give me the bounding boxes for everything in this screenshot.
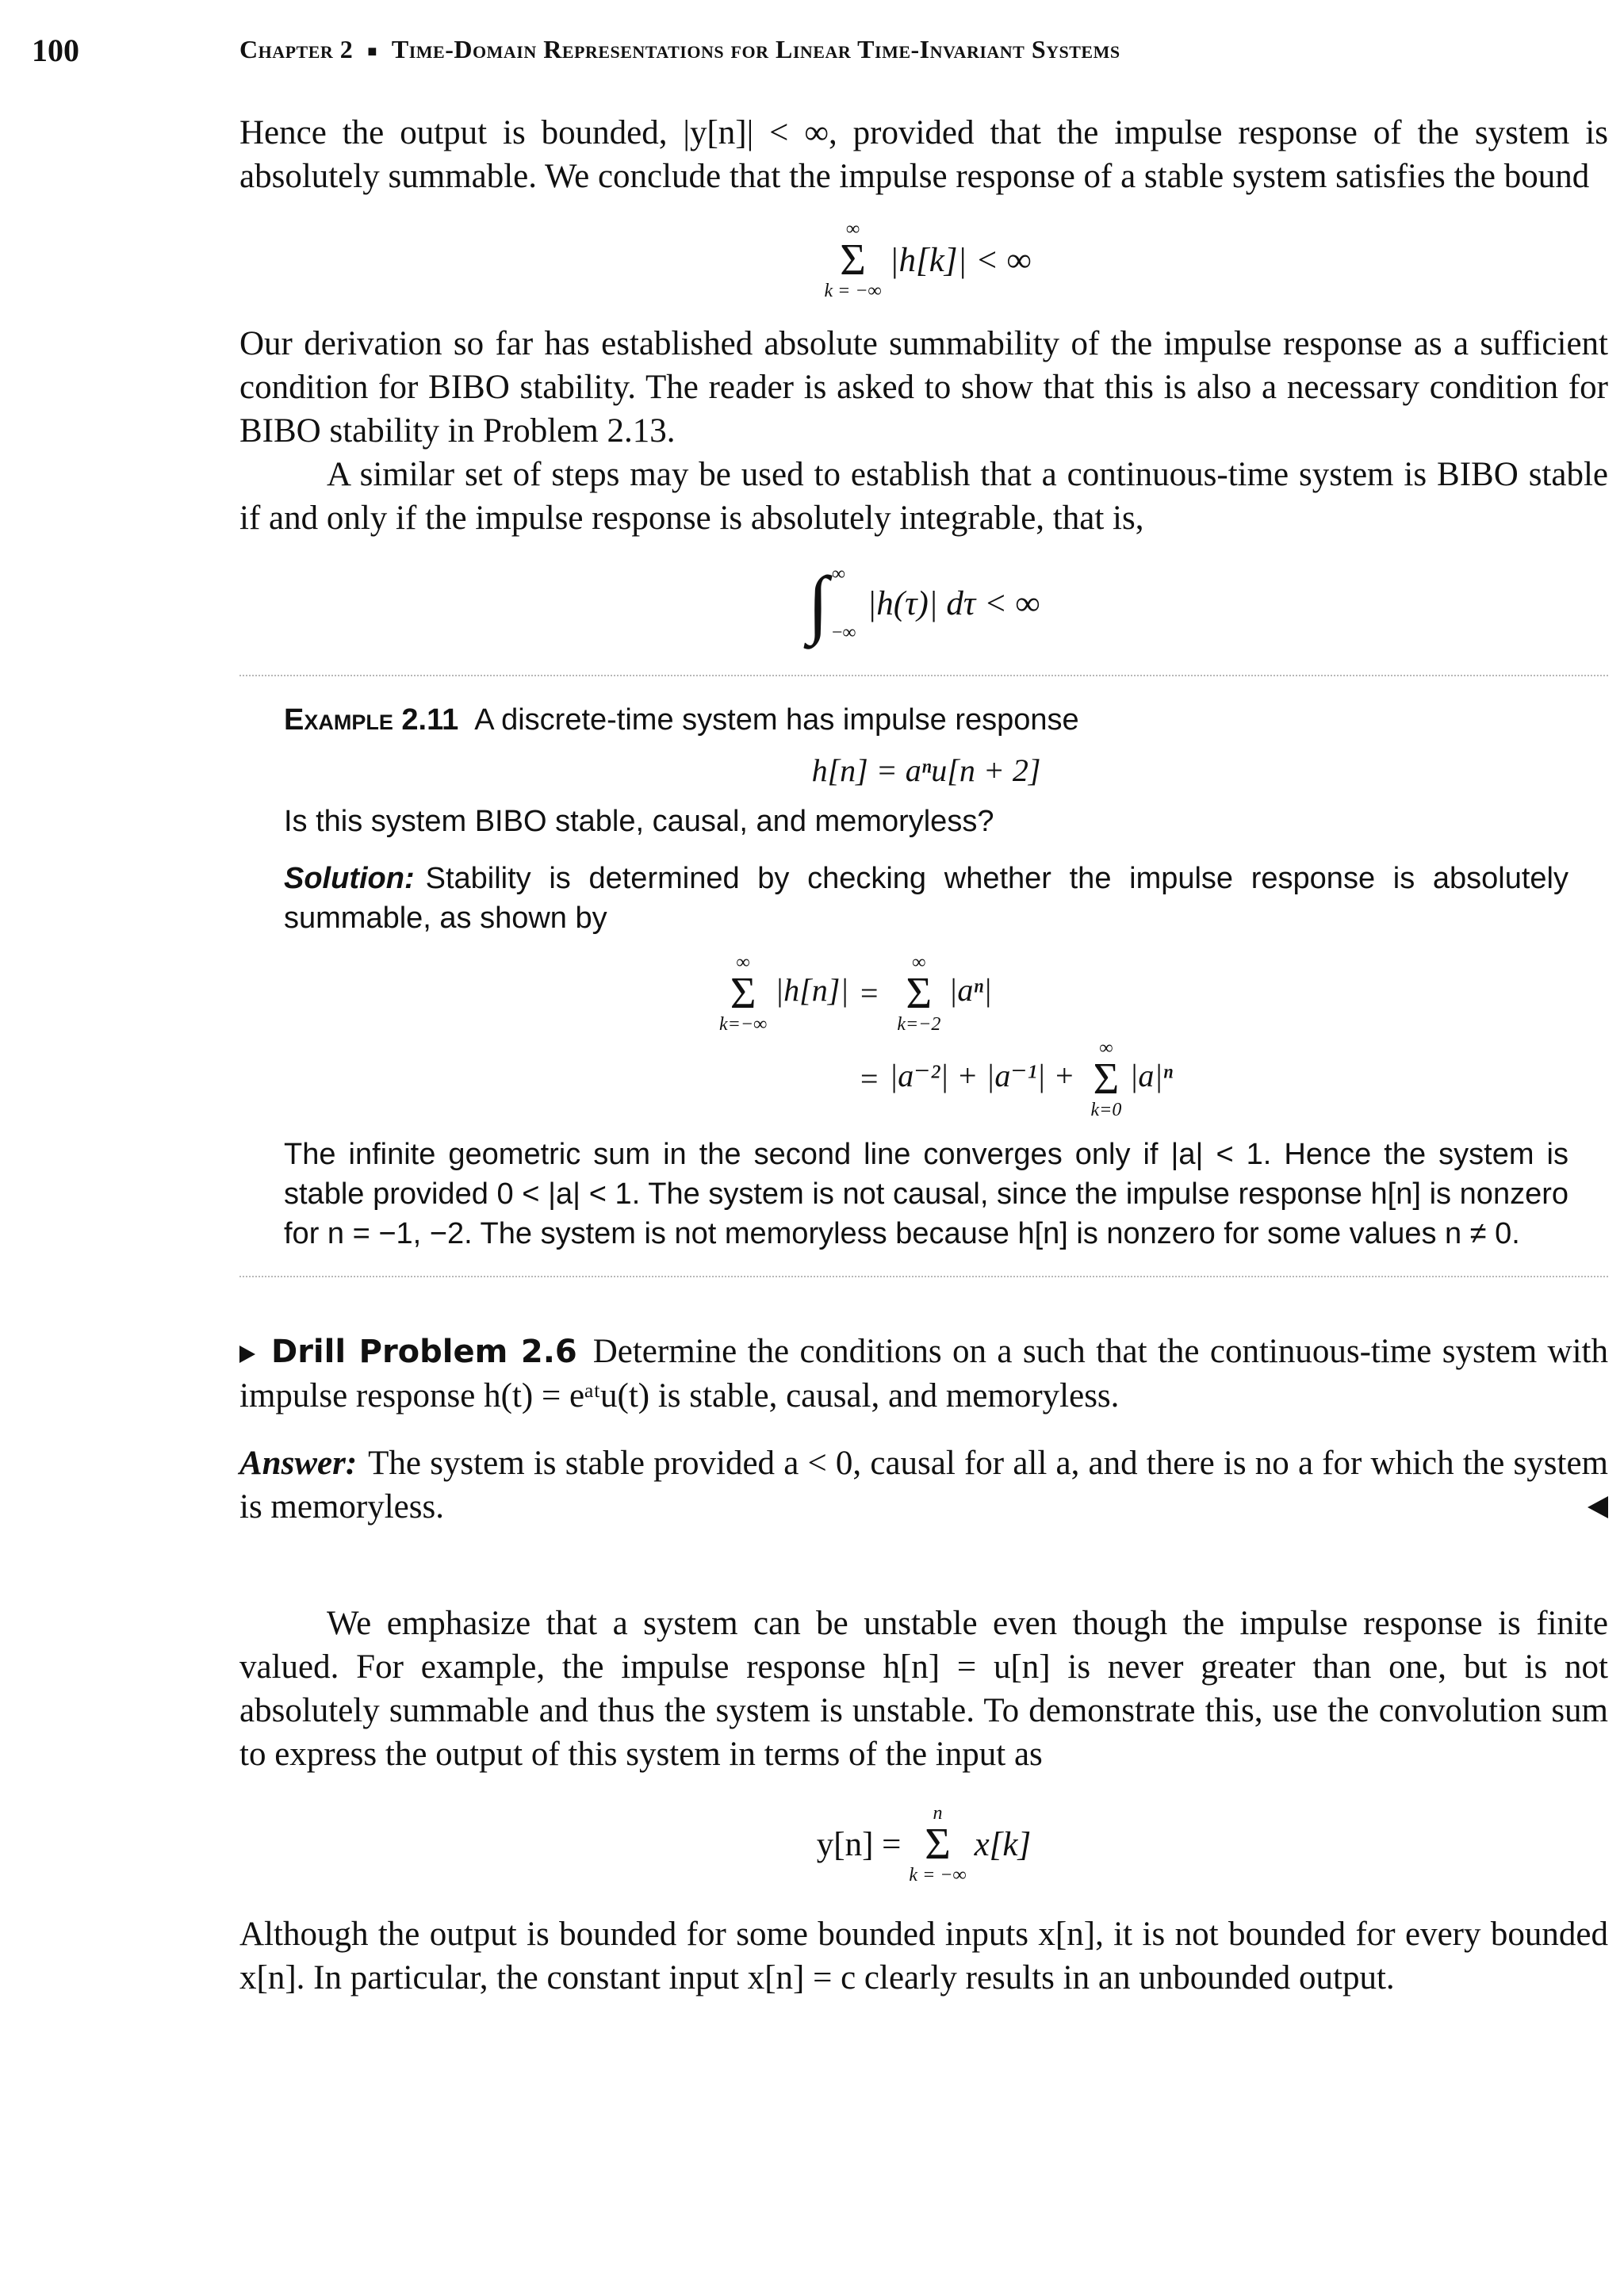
sum-lower-limit: k=−∞ [719,1014,768,1035]
sum-lower-limit: k = −∞ [909,1865,967,1885]
sum-upper-limit: n [933,1803,943,1824]
page-number: 100 [32,33,79,68]
drill-text: Determine the conditions on a such that the continuous-time system with impulse response h(t) = eᵃᵗu(t) is stable, causal, and memoryless. [239,1333,1608,1415]
solution-label: Solution: [284,862,415,895]
drill-answer [239,1441,1608,1529]
example-top-rule [239,675,1608,676]
example-box [239,675,1608,1277]
sum-second-line-prefix: |a⁻²| + |a⁻¹| + [889,1058,1075,1094]
example-statement [284,700,1568,740]
sum-lower-limit: k = −∞ [824,281,882,301]
sigma-operator [1091,1038,1122,1120]
drill-statement [239,1330,1608,1418]
answer-label: Answer: [239,1445,358,1482]
sum-lower-limit: k=−2 [897,1014,941,1035]
running-head [239,35,1120,64]
page-body [239,111,1608,2000]
example-statement-text: A discrete-time system has impulse response [474,703,1079,737]
solution-text: Stability is determined by checking whether the impulse response is absolutely summable, as shown by [284,862,1568,935]
sigma-operator [824,219,881,301]
sum-upper-limit: ∞ [736,952,750,973]
equals-sign: = [858,975,880,1011]
paragraph-bounded-output: Hence the output is bounded, |y[n]| < ∞, provided that the impulse response of the system is absolutely summable. We conclude that the impulse response of a stable system satisfies the bound [239,114,1608,195]
sum-right-expr: |aⁿ| [948,972,992,1009]
chapter-title: Time-Domain Representations for Linear Time-Invariant Systems [391,35,1120,63]
equation-convolution-sum [239,1803,1608,1885]
paragraph-unstable-example: We emphasize that a system can be unstable even though the impulse response is finite valued. For example, the impulse response h[n] = u[n] is never greater than one, but is not absolutely summable and thus the system is unstable. To demonstrate this, use the convolution sum to express the output of this system in terms of the input as [239,1605,1608,1773]
sum-second-line [889,1038,1173,1120]
sum-left-expr: |h[n]| [775,972,849,1009]
example-bottom-rule [239,1276,1608,1277]
equation-expression: x[k] [974,1825,1032,1863]
drill-problem [239,1330,1608,1529]
integral-operator [807,561,856,645]
answer-text: The system is stable provided a < 0, causal for all a, and there is no a for which the system is memoryless. [239,1445,1608,1526]
sum-upper-limit: ∞ [912,952,926,973]
sigma-symbol: Σ [840,235,866,285]
play-arrow-icon [239,1346,255,1363]
paragraph-bounded-inputs: Although the output is bounded for some bounded inputs x[n], it is not bounded for every bounded x[n]. In particular, the constant input x[n] = c clearly results in an unbounded output. [239,1916,1608,1996]
sum-upper-limit: ∞ [1099,1038,1113,1059]
spacer [284,841,1568,859]
integral-lower-limit: −∞ [831,622,856,643]
equation-lhs: y[n] = [816,1825,902,1863]
integral-symbol: ∫ [807,561,829,645]
sum-lower-limit: k=0 [1090,1100,1122,1120]
sigma-operator [897,952,940,1035]
example-impulse-response: h[n] = aⁿu[n + 2] [811,752,1041,788]
integral-upper-limit: ∞ [831,564,845,584]
sum-second-line-expr: |a|ⁿ [1129,1058,1173,1094]
example-label: Example 2.11 [284,703,459,737]
equation-integrability [239,561,1608,645]
equation-summability [239,219,1608,301]
chapter-label: Chapter 2 [239,35,354,63]
example-solution [284,859,1568,938]
sigma-symbol: Σ [925,1820,951,1869]
sum-upper-limit: ∞ [846,219,860,239]
equation-expression: |h(τ)| dτ < ∞ [867,584,1040,622]
sigma-symbol: Σ [1093,1055,1120,1104]
integral-limits [832,564,856,643]
sum-left-term [711,952,848,1035]
example-conclusion: The infinite geometric sum in the second line converges only if |a| < 1. Hence the system is stable provided 0 < |a| < 1. The system is not causal, since the impulse response h[n] is nonzero for n = −1, −2. The system is not memoryless because h[n] is nonzero for some values n ≠ 0. [284,1138,1568,1250]
sigma-operator [719,952,767,1035]
sum-right-term [889,952,1173,1035]
paragraph-derivation: Our derivation so far has established absolute summability of the impulse response as a sufficient condition for BIBO stability. The reader is asked to show that this is also a necessary condition for BIBO stability in Problem 2.13. [239,325,1608,450]
paragraph-continuous-time: A similar set of steps may be used to establish that a continuous-time system is BIBO stable if and only if the impulse response is absolutely integrable, that is, [239,456,1608,537]
sigma-operator [909,1803,966,1885]
end-triangle-icon [1588,1496,1608,1518]
drill-label: Drill Problem 2.6 [271,1334,577,1370]
example-question: Is this system BIBO stable, causal, and memoryless? [284,805,994,838]
equals-sign: = [858,1061,880,1097]
sigma-symbol: Σ [730,969,756,1018]
separator-icon: ■ [367,43,377,61]
sigma-symbol: Σ [906,969,933,1018]
example-sum-equation [316,952,1568,1120]
page-header [32,32,1586,79]
equation-expression: |h[k]| < ∞ [889,241,1032,279]
